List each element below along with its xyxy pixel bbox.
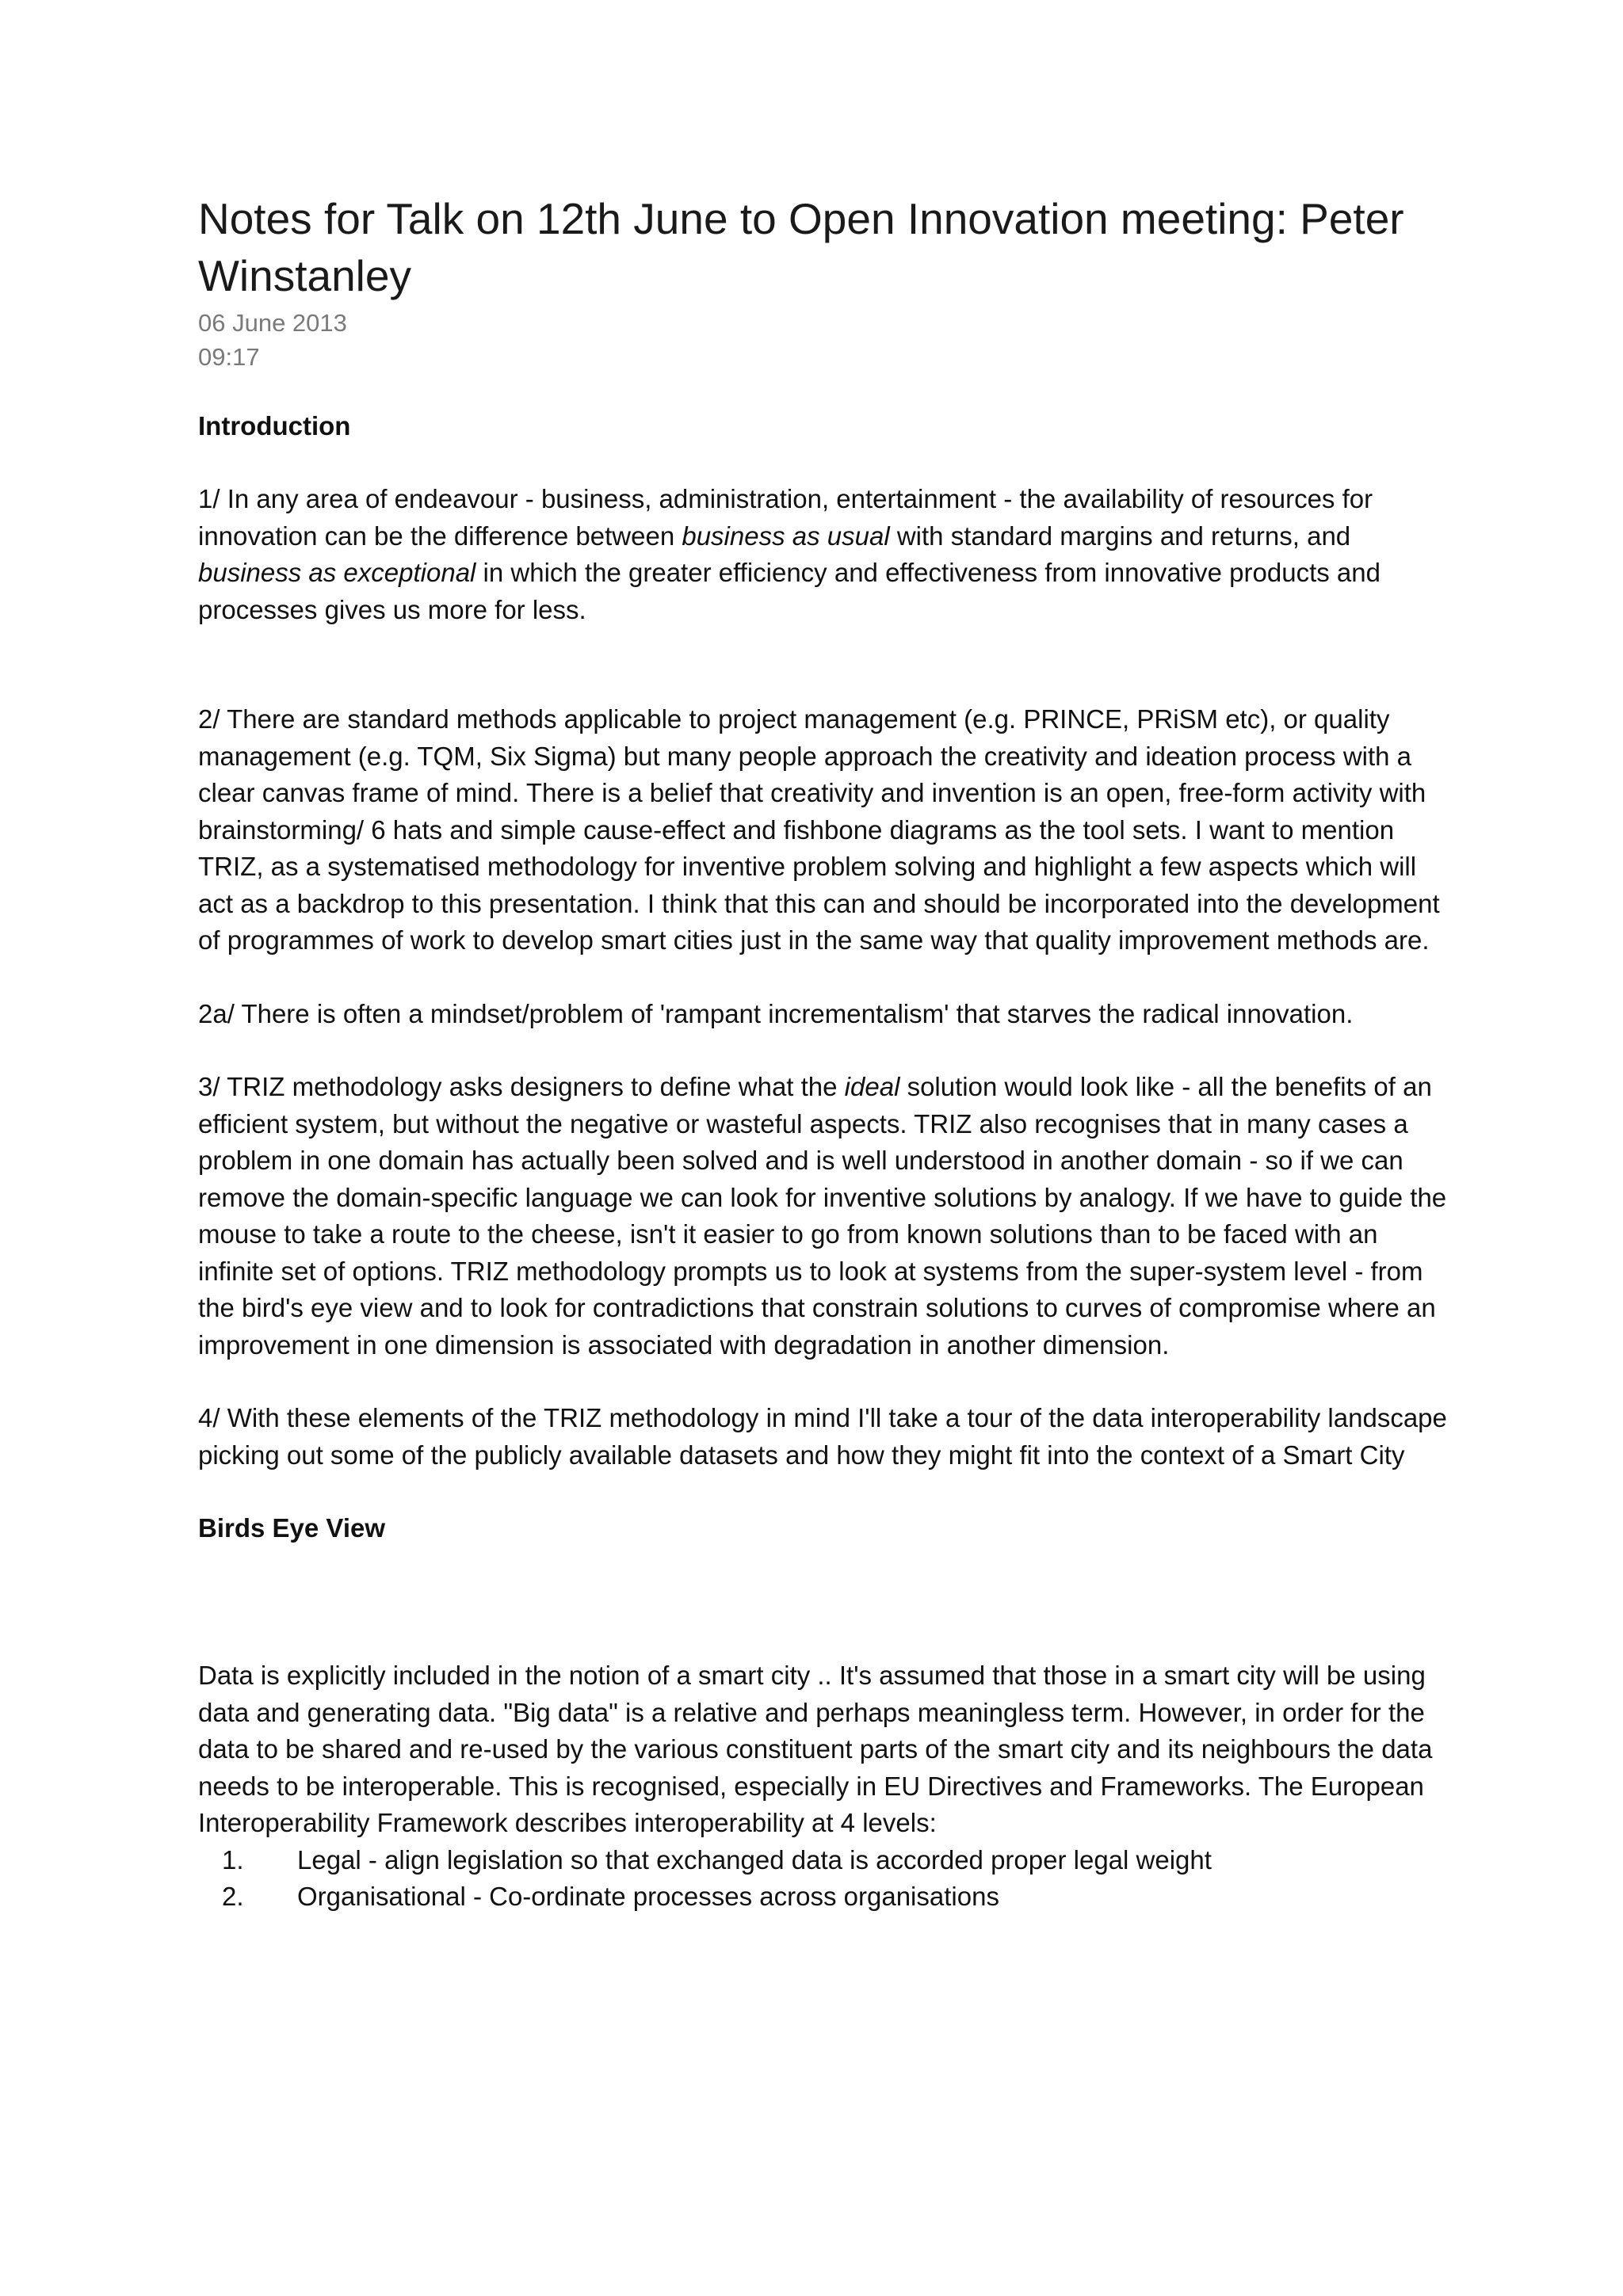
intro-paragraph-1: 1/ In any area of endeavour - business, administration, entertainment - the availability of resources for innovation can be the difference between business as usual with standard margins and returns, and business as exceptional in which the greater efficiency and effectiveness from innovative products and processes gives us more for less. xyxy=(198,484,1381,624)
list-item xyxy=(198,1878,1450,1916)
list-item-number: 1. xyxy=(222,1844,244,1875)
introduction-heading: Introduction xyxy=(198,411,351,441)
list-item-text: Legal - align legislation so that exchanged data is accorded proper legal weight xyxy=(297,1844,1212,1875)
list-item-number: 2. xyxy=(222,1882,244,1911)
birds-eye-heading: Birds Eye View xyxy=(198,1513,386,1543)
document-page xyxy=(198,190,1450,1916)
birds-eye-paragraph-1: Data is explicitly included in the notion of a smart city .. It's assumed that those in a smart city will be using data and generating data. "Big data" is a relative and perhaps meaningless term. However, in order for the data to be shared and re-used by the various constituent parts of the smart city and its neighbours the data needs to be interoperable. This is recognised, especially in EU Directives and Frameworks. The European Interoperability Framework describes interoperability at 4 levels: xyxy=(198,1661,1433,1837)
document-date: 06 June 2013 xyxy=(198,309,347,337)
document-time: 09:17 xyxy=(198,343,260,371)
list-item xyxy=(198,1842,1450,1879)
intro-paragraph-4: 4/ With these elements of the TRIZ methodology in mind I'll take a tour of the data interoperability landscape picking out some of the publicly available datasets and how they might fit into the context of a Smart City xyxy=(198,1403,1447,1470)
intro-paragraph-2a: 2a/ There is often a mindset/problem of 'rampant incrementalism' that starves the radical innovation. xyxy=(198,998,1354,1028)
list-item-text: Organisational - Co-ordinate processes across organisations xyxy=(297,1882,999,1911)
interoperability-levels-list xyxy=(198,1842,1450,1916)
document-title: Notes for Talk on 12th June to Open Innovation meeting: Peter Winstanley xyxy=(198,194,1404,300)
intro-paragraph-2: 2/ There are standard methods applicable to project management (e.g. PRINCE, PRiSM etc), or quality management (e.g. TQM, Six Sigma) but many people approach the creativity and ideation process with a clear canvas frame of mind. There is a belief that creativity and invention is an open, free-form activity with brainstorming/ 6 hats and simple cause-effect and fishbone diagrams as the tool sets. I want to mention TRIZ, as a systematised methodology for inventive problem solving and highlight a few aspects which will act as a backdrop to this presentation. I think that this can and should be incorporated into the development of programmes of work to develop smart cities just in the same way that quality improvement methods are. xyxy=(198,704,1440,955)
intro-paragraph-3: 3/ TRIZ methodology asks designers to define what the ideal solution would look like - all the benefits of an efficient system, but without the negative or wasteful aspects. TRIZ also recognises that in many cases a problem in one domain has actually been solved and is well understood in another domain - so if we can remove the domain-specific language we can look for inventive solutions by analogy. If we have to guide the mouse to take a route to the cheese, isn't it easier to go from known solutions than to be faced with an infinite set of options. TRIZ methodology prompts us to look at systems from the super-system level - from the bird's eye view and to look for contradictions that constrain solutions to curves of compromise where an improvement in one dimension is associated with degradation in another dimension. xyxy=(198,1072,1447,1360)
